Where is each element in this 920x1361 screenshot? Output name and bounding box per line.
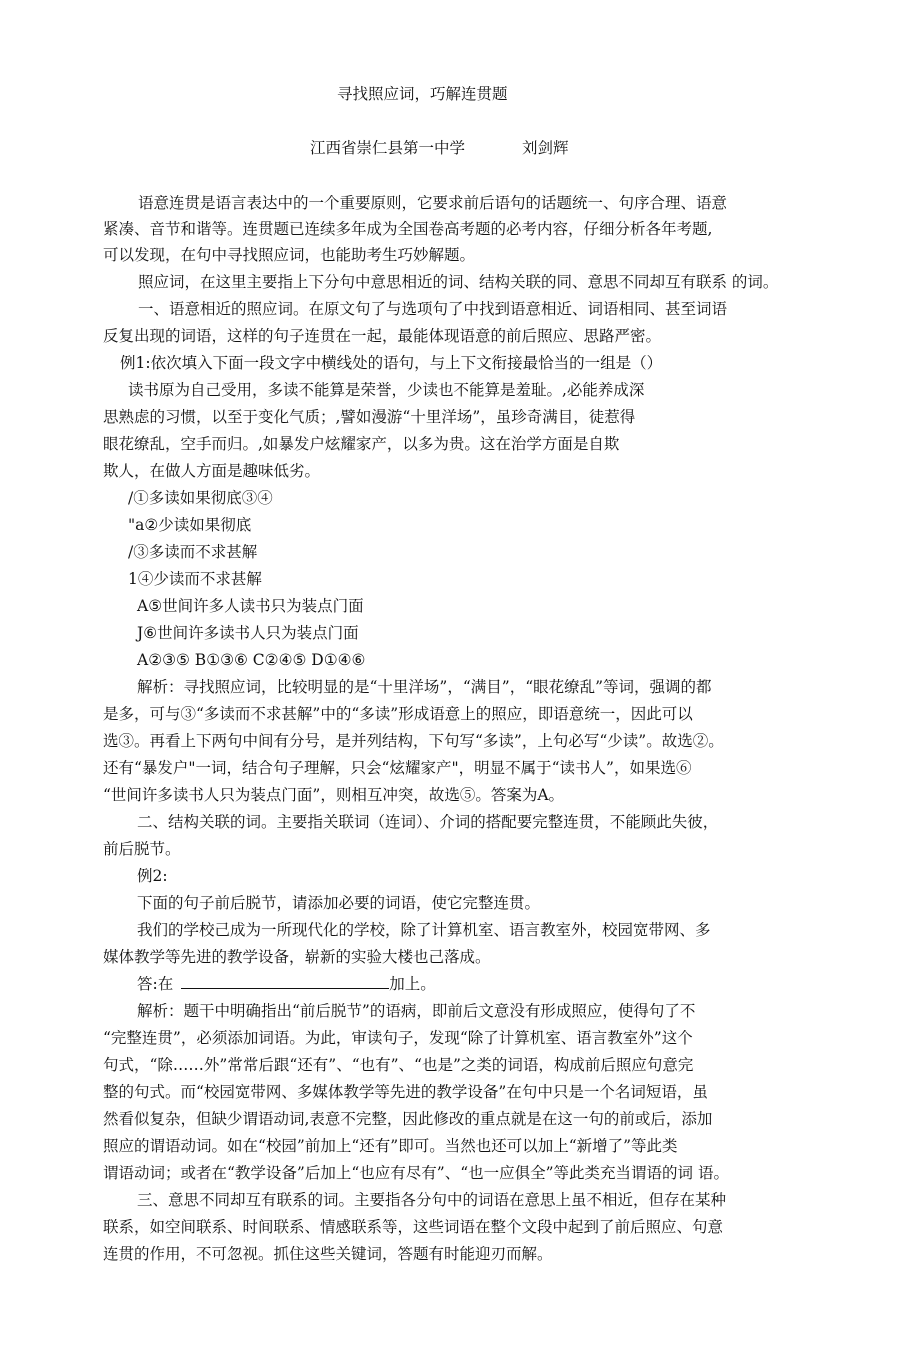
example-1-passage: 读书原为自己受用，多读不能算是荣誉，少读也不能算是羞耻。,必能养成深 [128, 381, 645, 399]
school-name: 江西省崇仁县第一中学 [310, 139, 466, 157]
example-2-label: 例2: [137, 867, 168, 885]
example-2-passage: 媒体教学等先进的教学设备，崭新的实验大楼也己落成。 [103, 948, 491, 966]
body-line: 紧凑、音节和谐等。连贯题已连续多年成为全国卷高考题的必考内容，仔细分析各年考题, [103, 220, 713, 238]
analysis-line: 选③。再看上下两句中间有分号，是并列结构，下句写“多读”，上句必写“少读”。故选②。 [103, 732, 724, 750]
body-line: 照应词，在这里主要指上下分句中意思相近的词、结构关联的同、意思不同却互有联系 的词。 [138, 273, 779, 291]
option-line: 1④少读而不求甚解 [128, 570, 262, 588]
body-line: 联系，如空间联系、时间联系、情感联系等，这些词语在整个文段中起到了前后照应、句意 [103, 1218, 724, 1236]
option-line: /③多读而不求甚解 [128, 543, 258, 561]
answer-choices: A②③⑤ B①③⑥ C②④⑤ D①④⑥ [137, 651, 366, 669]
answer-blank [181, 974, 389, 989]
answer-suffix: 加上。 [389, 975, 436, 993]
page-title: 寻找照应词，巧解连贯题 [337, 85, 508, 103]
example-1-passage: 眼花缭乱，空手而归。,如暴发户炫耀家产，以多为贵。这在治学方面是自欺 [103, 435, 620, 453]
analysis-line: 解析：寻找照应词，比较明显的是“十里洋场”，“满目”，“眼花缭乱”等词，强调的都 [137, 678, 712, 696]
body-line: 连贯的作用，不可忽视。抓住这些关键词，答题有时能迎刃而解。 [103, 1245, 553, 1263]
analysis-line: 然看似复杂，但缺少谓语动词,表意不完整，因此修改的重点就是在这一句的前或后，添加 [103, 1110, 713, 1128]
analysis-line: 照应的谓语动词。如在“校园”前加上“还有”即可。当然也还可以加上“新增了”等此类 [103, 1137, 678, 1155]
option-line: /①多读如果彻底③④ [128, 489, 273, 507]
option-line: A⑤世间许多人读书只为装点门面 [137, 597, 364, 615]
author-name: 刘剑辉 [522, 139, 569, 157]
answer-line [137, 974, 436, 994]
answer-prefix: 答:在 [137, 975, 174, 993]
section-heading-3: 三、意思不同却互有联系的词。主要指各分句中的词语在意思上虽不相近，但存在某种 [137, 1191, 727, 1209]
analysis-line: 是多，可与③“多读而不求甚解”中的“多读”形成语意上的照应，即语意统一，因此可以 [103, 705, 693, 723]
example-1-passage: 思熟虑的习惯，以至于变化气质；,譬如漫游“十里洋场”，虽珍奇满目，徒惹得 [103, 408, 636, 426]
analysis-line: “世间许多读书人只为装点门面”，则相互冲突，故选⑤。答案为A。 [103, 786, 565, 804]
body-line: 前后脱节。 [103, 840, 181, 858]
analysis-line: “完整连贯”，必须添加词语。为此，审读句子，发现“除了计算机室、语言教室外”这个 [103, 1029, 693, 1047]
analysis-line: 句式，“除……外”常常后跟“还有”、“也有”、“也是”之类的词语，构成前后照应句意完 [103, 1056, 694, 1074]
section-heading-2: 二、结构关联的词。主要指关联词（连词）、介词的搭配要完整连贯，不能顾此失彼， [137, 813, 719, 831]
example-1-question: 例1:依次填入下面一段文字中横线处的语句，与上下文衔接最恰当的一组是（） [120, 354, 663, 372]
option-line: J⑥世间许多读书人只为装点门面 [137, 624, 359, 642]
analysis-line: 还有“暴发户"一词，结合句子理解，只会“炫耀家产"，明显不属于“读书人”，如果选⑥ [103, 759, 692, 777]
option-line: "a②少读如果彻底 [128, 516, 252, 534]
body-line: 可以发现，在句中寻找照应词，也能助考生巧妙解题。 [103, 246, 476, 264]
analysis-line: 整的句式。而“校园宽带网、多媒体教学等先进的教学设备”在句中只是一个名词短语，虽 [103, 1083, 708, 1101]
section-heading-1: 一、语意相近的照应词。在原文句了与选项句了中找到语意相近、词语相同、甚至词语 [138, 300, 728, 318]
analysis-line: 谓语动词；或者在“教学设备”后加上“也应有尽有”、“也一应俱全”等此类充当谓语的词 语。 [103, 1164, 729, 1182]
example-2-question: 下面的句子前后脱节，请添加必要的词语，使它完整连贯。 [137, 894, 541, 912]
body-line: 语意连贯是语言表达中的一个重要原则，它要求前后语句的话题统一、句序合理、语意 [138, 194, 728, 212]
analysis-line: 解析：题干中明确指出“前后脱节”的语病，即前后文意没有形成照应，使得句了不 [137, 1002, 696, 1020]
example-2-passage: 我们的学校己成为一所现代化的学校，除了计算机室、语言教室外，校园宽带网、多 [137, 921, 711, 939]
body-line: 反复出现的词语，这样的句子连贯在一起，最能体现语意的前后照应、思路严密。 [103, 327, 662, 345]
example-1-passage: 欺人，在做人方面是趣味低劣。 [103, 462, 321, 480]
